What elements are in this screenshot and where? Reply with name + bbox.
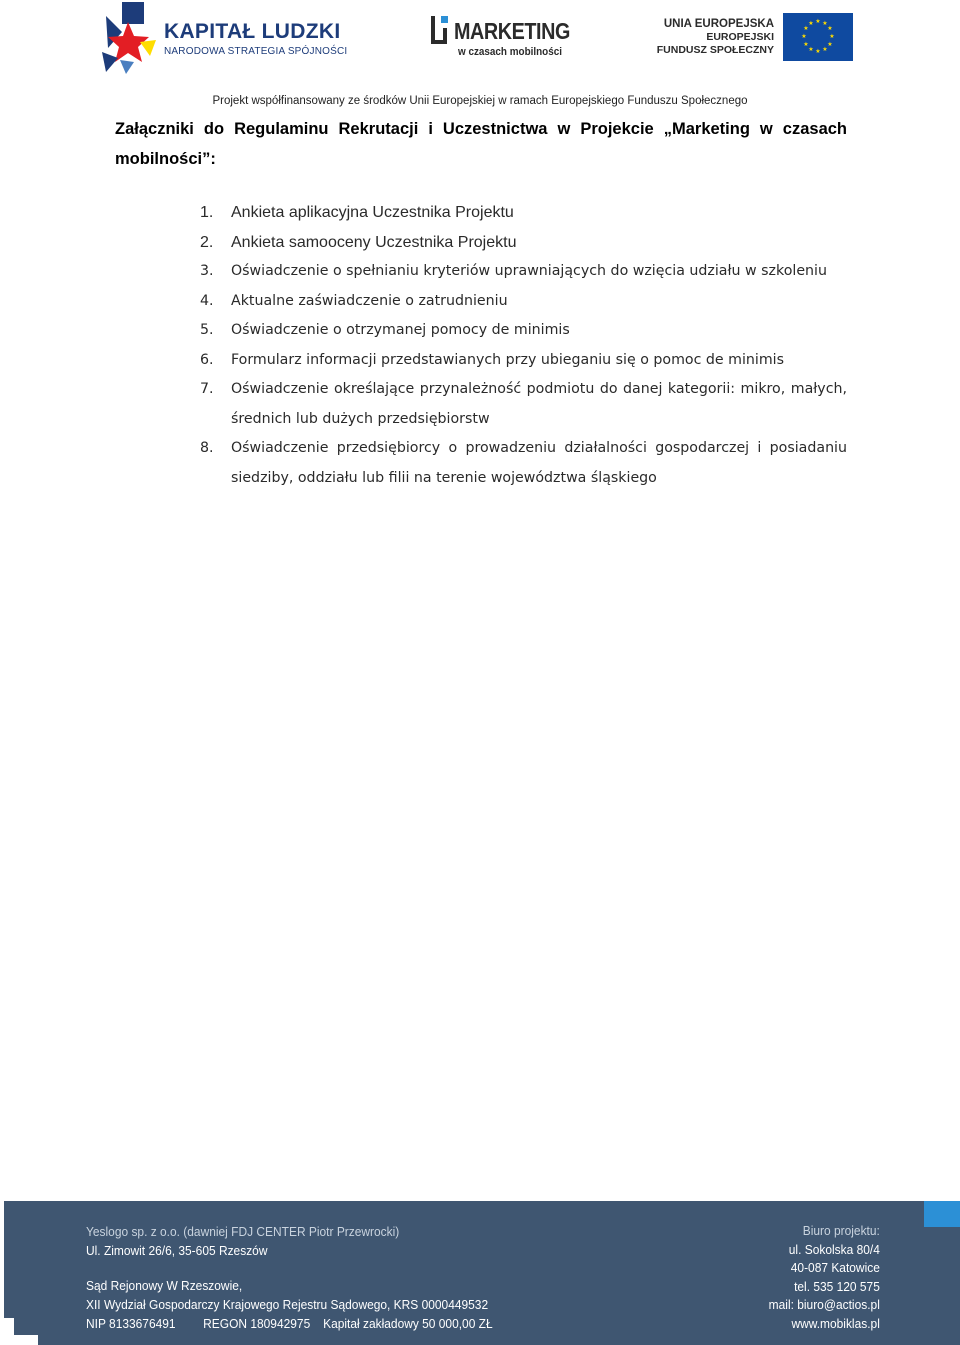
eu-label-line3: FUNDUSZ SPOŁECZNY (656, 44, 774, 56)
footer-office-label: Biuro projektu: (802, 1223, 880, 1238)
footer-company-name: Yeslogo sp. z o.o. (dawniej FDJ CENTER Piotr Przewrocki) (86, 1224, 400, 1239)
svg-text:★: ★ (801, 33, 807, 40)
footer-accent (924, 1201, 960, 1227)
marketing-subtitle: w czasach mobilności (458, 46, 562, 58)
kapital-ludzki-logo (100, 2, 348, 74)
footer-court: Sąd Rejonowy W Rzeszowie, (86, 1278, 243, 1293)
footer-office-city: 40-087 Katowice (790, 1260, 880, 1275)
svg-text:★: ★ (803, 41, 809, 48)
eu-label (650, 18, 774, 57)
list-item: 4. Aktualne zaświadczenie o zatrudnieniu (200, 292, 508, 309)
footer-regon: REGON 180942975 (203, 1316, 311, 1331)
footer-office-street: ul. Sokolska 80/4 (788, 1241, 880, 1257)
list-item: 5. Oświadczenie o otrzymanej pomocy de minimis (200, 322, 570, 338)
footer-phone: tel. 535 120 575 (794, 1278, 880, 1294)
svg-text:★: ★ (815, 18, 821, 25)
marketing-title: MARKETING (454, 18, 570, 44)
list-item: 2. Ankieta samooceny Uczestnika Projektu (200, 233, 517, 251)
svg-text:★: ★ (808, 46, 814, 53)
svg-text:★: ★ (827, 25, 833, 32)
svg-text:★: ★ (822, 20, 828, 27)
svg-text:★: ★ (808, 20, 814, 27)
svg-text:★: ★ (815, 48, 821, 55)
marketing-bracket-icon (430, 14, 452, 48)
footer-email[interactable]: mail: biuro@actios.pl (768, 1297, 880, 1312)
attachments-list (0, 198, 960, 493)
list-item: 1. Ankieta aplikacyjna Uczestnika Projektu (200, 204, 514, 221)
kapital-ludzki-emblem-icon (100, 2, 160, 74)
footer-website[interactable]: www.mobiklas.pl (791, 1315, 880, 1331)
svg-text:★: ★ (827, 41, 833, 48)
kapital-ludzki-subtitle: NARODOWA STRATEGIA SPÓJNOŚCI (164, 46, 348, 57)
footer-company-info (86, 1222, 528, 1333)
eu-label-line1: UNIA EUROPEJSKA (663, 18, 774, 30)
document-title: Załączniki do Regulaminu Rekrutacji i Uczestnictwa w Projekcie „Marketing w czasach mobilności”: (115, 120, 847, 168)
eu-flag-icon (783, 13, 853, 61)
footer-office-info (759, 1222, 880, 1333)
footer-company-address: Ul. Zimowit 26/6, 35-605 Rzeszów (86, 1243, 268, 1258)
footer-capital: Kapitał zakładowy 50 000,00 ZŁ (323, 1316, 493, 1331)
page-header (0, 0, 960, 112)
svg-text:★: ★ (803, 25, 809, 32)
list-item: 6. Formularz informacji przedstawianych przy ubieganiu się o pomoc de minimis (200, 351, 784, 368)
list-item: 8. Oświadczenie przedsiębiorcy o prowadzeniu działalności gospodarczej i posiadaniu siedziby, oddziału lub filii na terenie województwa śląskiego (200, 440, 847, 486)
cofinancing-note: Projekt współfinansowany ze środków Unii Europejskiej w ramach Europejskiego Funduszu Społecznego (212, 95, 748, 107)
marketing-logo (430, 12, 570, 62)
footer-corner-icon (4, 1318, 38, 1345)
eu-label-line2: EUROPEJSKI (706, 31, 774, 43)
footer-registration (86, 1314, 493, 1333)
footer-nip: NIP 8133676491 (86, 1316, 176, 1331)
svg-text:★: ★ (822, 46, 828, 53)
list-item: 3. Oświadczenie o spełnianiu kryteriów uprawniających do wzięcia udziału w szkoleniu (200, 263, 827, 279)
kapital-ludzki-title: KAPITAŁ LUDZKI (164, 20, 341, 43)
list-item: 7. Oświadczenie określające przynależność podmiotu do danej kategorii: mikro, małych, średnich lub dużych przedsiębiorstw (200, 381, 847, 427)
svg-text:★: ★ (829, 33, 835, 40)
footer-court-department: XII Wydział Gospodarczy Krajowego Rejestru Sądowego, KRS 0000449532 (86, 1297, 489, 1312)
